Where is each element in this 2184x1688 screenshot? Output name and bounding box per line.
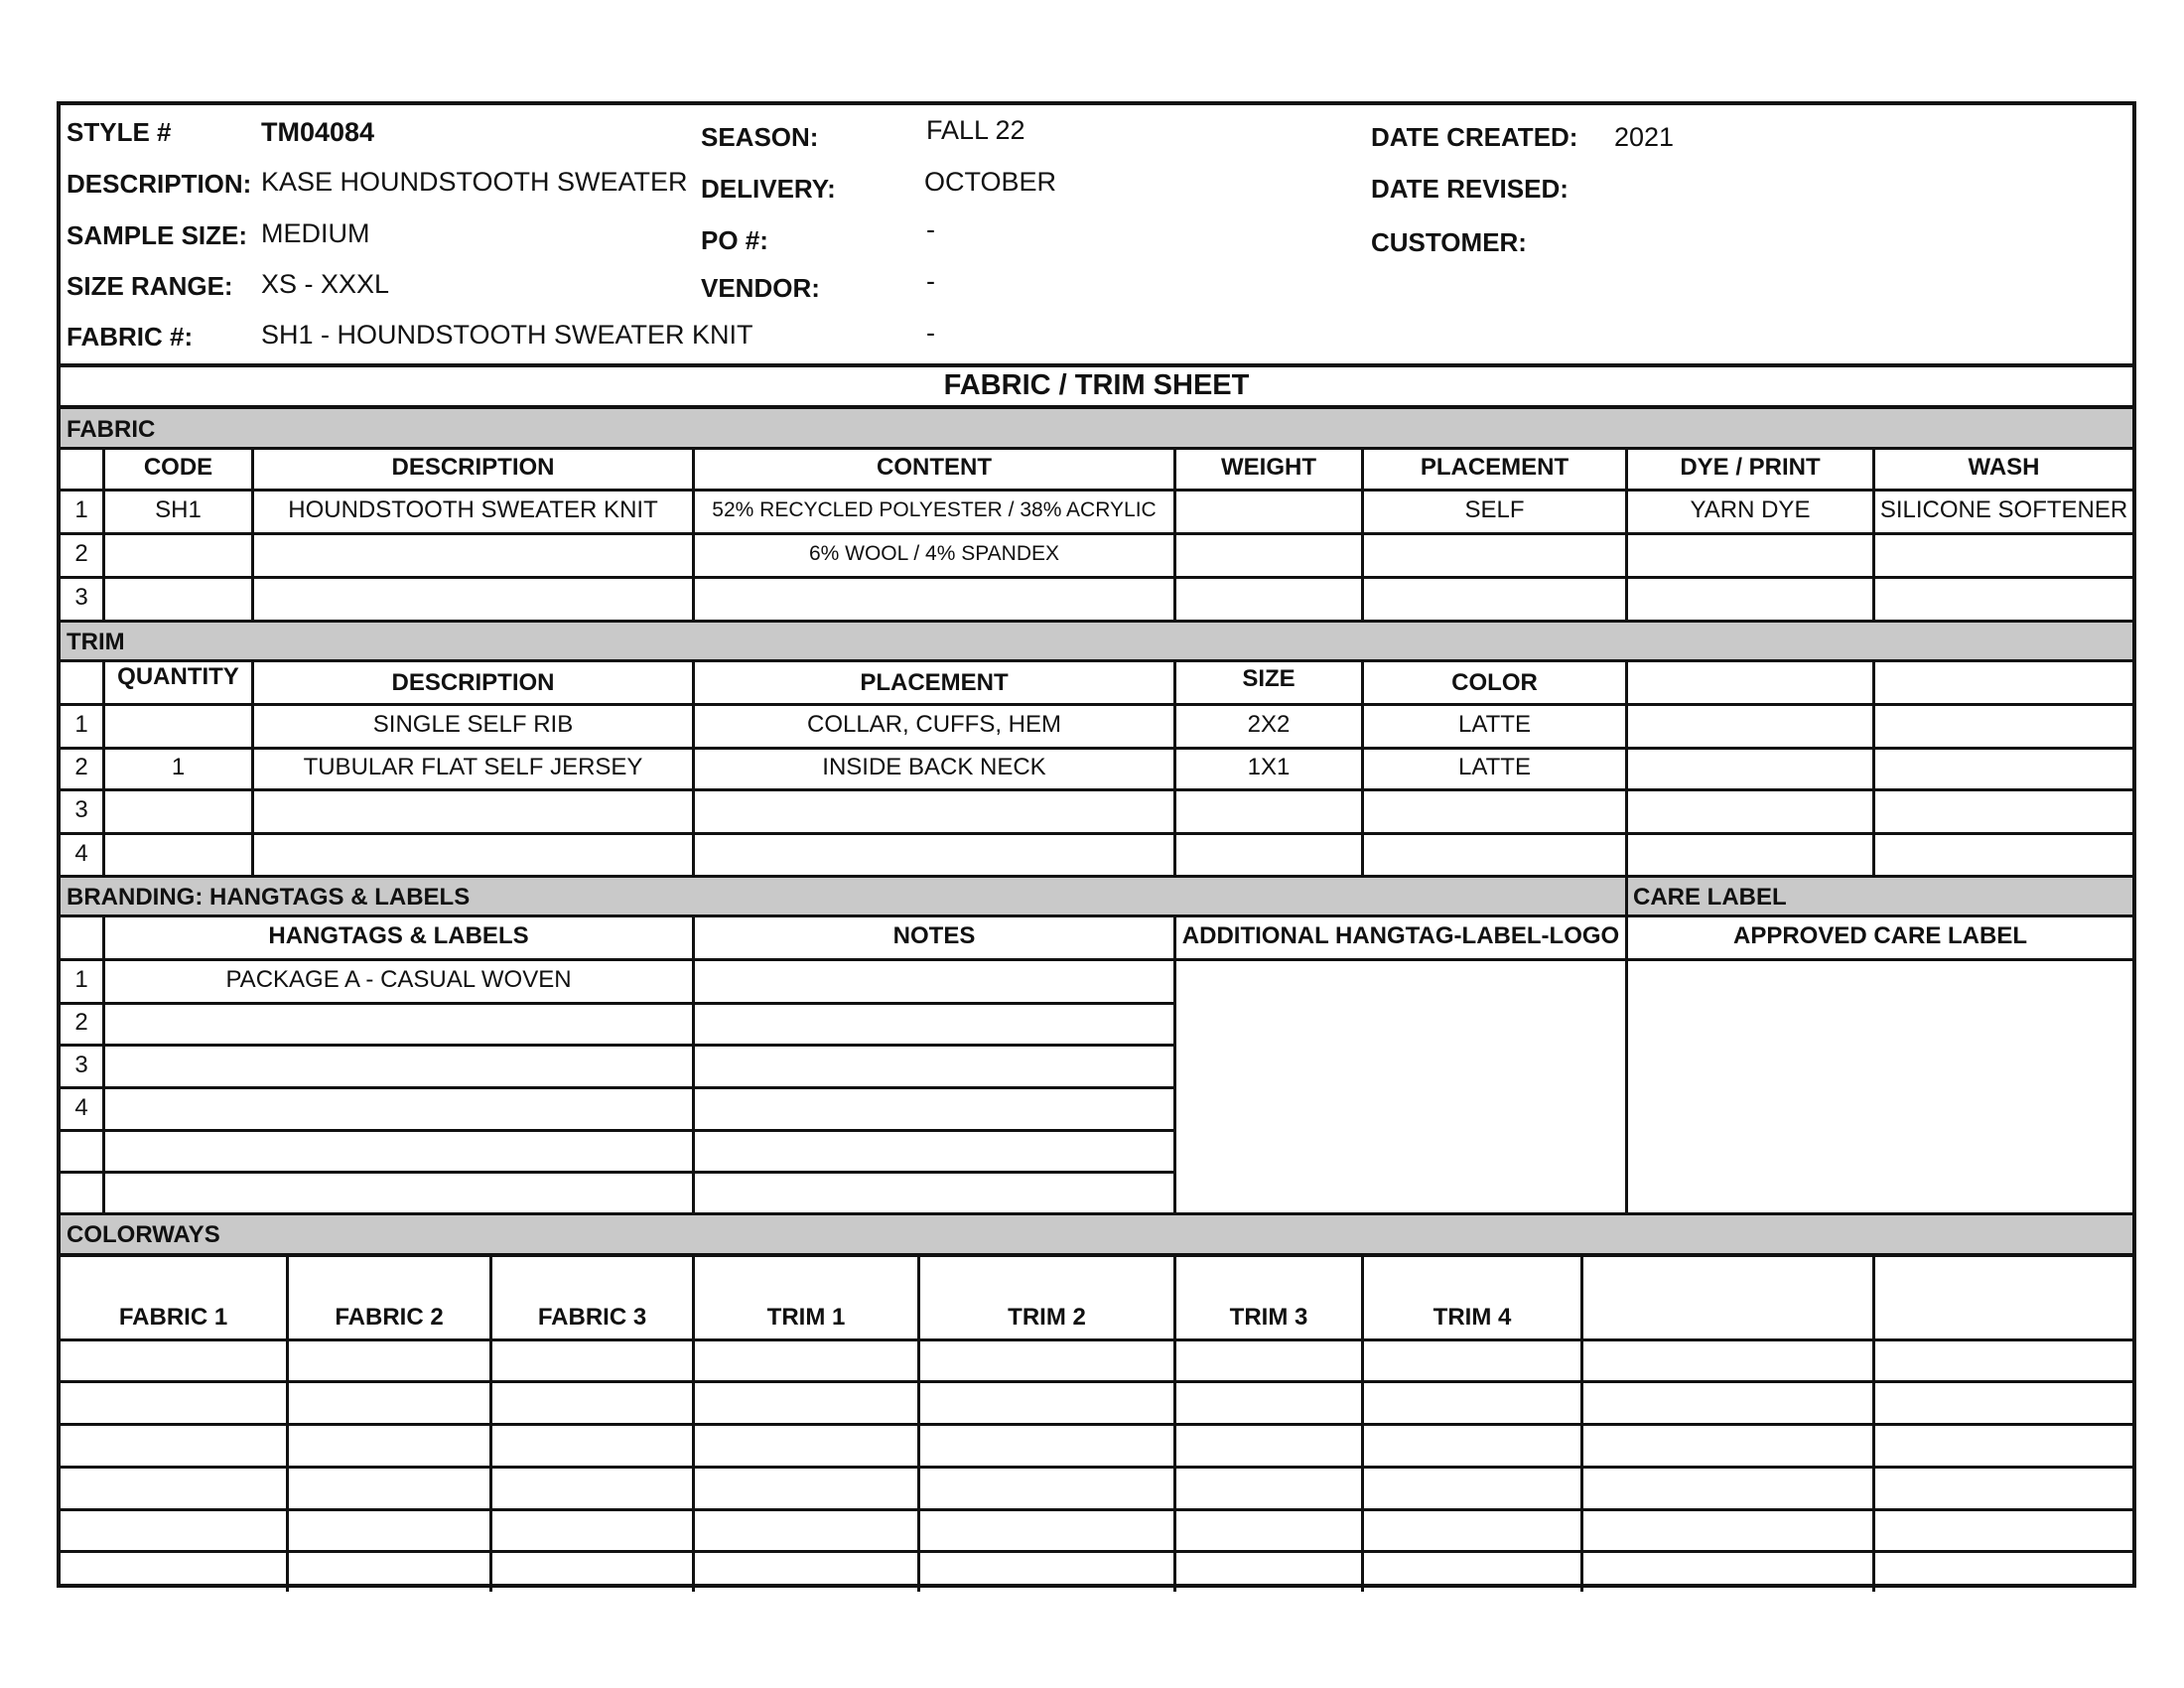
colorway-col-trim-4: TRIM 4 [1433,1304,1512,1331]
rule [61,1550,2132,1553]
fabric-placement-cell: SELF [1464,496,1525,523]
rule [61,620,2132,623]
fabric-band [61,409,2132,447]
rule [1625,659,1628,878]
fabric-row-num: 3 [74,584,88,611]
trim-col-quantity: QUANTITY [117,663,239,690]
branding-col-additional: ADDITIONAL HANGTAG-LABEL-LOGO [1181,922,1620,949]
sample-size-label: SAMPLE SIZE: [67,220,248,250]
fabric-col-code: CODE [143,454,213,481]
trim-section-label: TRIM [67,629,125,655]
trim-color-cell: LATTE [1458,711,1531,738]
rule [61,1212,2132,1215]
rule [61,1508,2132,1511]
rule [61,1466,2132,1469]
rule [61,1129,1176,1132]
rule [61,659,2132,662]
fabric-dye-cell: YARN DYE [1690,496,1811,523]
season-label: SEASON: [701,122,819,152]
customer-label: CUSTOMER: [1371,227,1527,257]
fabric-label: FABRIC #: [67,322,194,352]
trim-description-cell: SINGLE SELF RIB [372,711,574,738]
fabric-row-num: 2 [74,540,88,567]
trim-row-num: 2 [74,754,88,780]
care-col-approved: APPROVED CARE LABEL [1732,922,2028,949]
rule [61,1253,2132,1257]
trim-row-num: 4 [74,840,88,867]
rule [1872,1253,1875,1592]
trim-col-description: DESCRIPTION [391,669,555,696]
delivery-value: OCTOBER [924,167,1057,197]
fabric-col-content: CONTENT [877,454,992,481]
style-label: STYLE # [67,117,172,147]
rule [61,832,2132,835]
fabric-weight-cell [1176,489,1361,532]
fabric-col-wash: WASH [1968,454,2040,481]
trim-placement-cell: INSIDE BACK NECK [822,754,1046,780]
colorways-band [61,1215,2132,1253]
fabric-wash-cell: SILICONE SOFTENER [1879,496,2128,523]
fabric-col-description: DESCRIPTION [391,454,555,481]
rule [61,875,2132,878]
branding-col-notes: NOTES [892,922,976,949]
rule [1872,659,1875,878]
trim-col-placement: PLACEMENT [860,669,1009,696]
care-section-label: CARE LABEL [1633,884,1787,911]
fabric-code-cell: SH1 [155,496,202,523]
branding-row-num: 4 [74,1093,88,1121]
rule [61,788,2132,791]
fabric-content-cell: 6% WOOL / 4% SPANDEX [808,542,1060,565]
rule [1580,1253,1583,1592]
sheet-title: FABRIC / TRIM SHEET [943,368,1250,401]
rule [61,1086,1176,1089]
date-created-label: DATE CREATED: [1371,122,1578,152]
rule [61,1002,1176,1005]
colorway-col-fabric-3: FABRIC 3 [537,1304,647,1331]
extra-value: - [926,318,935,348]
delivery-label: DELIVERY: [701,174,836,204]
trim-col-size: SIZE [1242,665,1296,692]
colorway-col-trim-2: TRIM 2 [1008,1304,1086,1331]
rule [692,914,695,1215]
rule [61,1044,1176,1047]
trim-size-cell: 1X1 [1247,754,1291,780]
fabric-row-num: 1 [74,496,88,523]
trim-quantity-cell: 1 [171,754,186,780]
colorway-col-trim-3: TRIM 3 [1229,1304,1308,1331]
branding-label-cell: PACKAGE A - CASUAL WOVEN [225,966,572,993]
fabric-col-dye-print: DYE / PRINT [1680,454,1821,481]
rule [61,1171,1176,1174]
rule [61,1423,2132,1426]
rule [1173,914,1176,1215]
trim-size-cell: 2X2 [1247,711,1291,738]
fabric-col-placement: PLACEMENT [1420,454,1570,481]
trim-placement-cell: COLLAR, CUFFS, HEM [806,711,1062,738]
trim-description-cell: TUBULAR FLAT SELF JERSEY [303,754,643,780]
branding-col-hangtags: HANGTAGS & LABELS [268,922,529,949]
branding-section-label: BRANDING: HANGTAGS & LABELS [67,884,471,911]
date-created-value: 2021 [1614,122,1675,152]
branding-row-num: 1 [74,966,88,993]
vendor-value: - [926,266,935,296]
colorway-col-fabric-1: FABRIC 1 [118,1304,228,1331]
size-range-label: SIZE RANGE: [67,271,233,301]
vendor-label: VENDOR: [701,273,820,303]
rule [61,576,2132,579]
colorway-col-trim-1: TRIM 1 [766,1304,846,1331]
size-range-value: XS - XXXL [261,269,390,299]
colorway-col-fabric-2: FABRIC 2 [335,1304,444,1331]
branding-row-num: 2 [74,1009,88,1036]
fabric-section-label: FABRIC [67,416,156,443]
season-value: FALL 22 [926,115,1025,145]
description-value: KASE HOUNDSTOOTH SWEATER [261,167,688,197]
date-revised-label: DATE REVISED: [1371,174,1569,204]
sample-size-value: MEDIUM [261,218,370,248]
trim-color-cell: LATTE [1458,754,1531,780]
branding-row-num: 3 [74,1051,88,1078]
fabric-value: SH1 - HOUNDSTOOTH SWEATER KNIT [261,320,753,350]
fabric-description-cell: HOUNDSTOOTH SWEATER KNIT [288,496,658,523]
rule [61,1338,2132,1341]
trim-band [61,623,2132,659]
trim-row-num: 3 [74,796,88,823]
trim-row-num: 1 [74,711,88,738]
style-value: TM04084 [261,117,375,147]
fabric-content-cell: 52% RECYCLED POLYESTER / 38% ACRYLIC [712,498,1157,521]
colorways-section-label: COLORWAYS [67,1221,220,1248]
po-label: PO #: [701,225,768,255]
trim-col-color: COLOR [1451,669,1538,696]
rule [61,1380,2132,1383]
description-label: DESCRIPTION: [67,169,252,199]
fabric-col-weight: WEIGHT [1221,454,1316,481]
po-value: - [926,214,935,244]
fabric-trim-sheet [57,101,2136,1588]
